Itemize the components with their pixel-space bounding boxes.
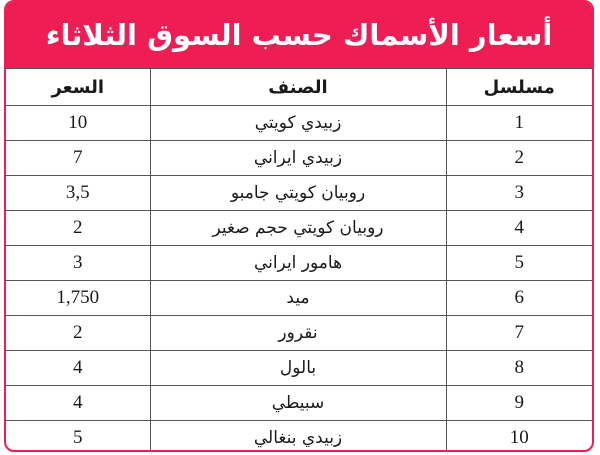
cell-price: 7 — [6, 141, 150, 176]
cell-serial: 3 — [446, 176, 592, 211]
table-row — [6, 421, 592, 453]
cell-price: 3 — [6, 246, 150, 281]
cell-serial: 8 — [446, 351, 592, 386]
cell-serial: 1 — [446, 106, 592, 141]
cell-serial: 4 — [446, 211, 592, 246]
cell-price: 2 — [6, 316, 150, 351]
cell-serial: 5 — [446, 246, 592, 281]
cell-type: بالول — [150, 351, 446, 386]
header-row — [6, 69, 592, 106]
cell-serial: 10 — [446, 421, 592, 453]
table-row — [6, 246, 592, 281]
cell-price: 4 — [6, 351, 150, 386]
cell-type: زبيدي كويتي — [150, 106, 446, 141]
cell-type: هامور ايراني — [150, 246, 446, 281]
cell-price: 3,5 — [6, 176, 150, 211]
fish-price-table — [6, 68, 592, 452]
cell-serial: 7 — [446, 316, 592, 351]
cell-serial: 6 — [446, 281, 592, 316]
header-type: الصنف — [150, 69, 446, 106]
price-table-card — [4, 0, 594, 452]
table-row — [6, 211, 592, 246]
cell-price: 2 — [6, 211, 150, 246]
cell-type: ميد — [150, 281, 446, 316]
table-title: أسعار الأسماك حسب السوق الثلاثاء — [6, 2, 592, 68]
header-price: السعر — [6, 69, 150, 106]
cell-price: 10 — [6, 106, 150, 141]
cell-serial: 2 — [446, 141, 592, 176]
table-row — [6, 386, 592, 421]
table-row — [6, 176, 592, 211]
cell-price: 5 — [6, 421, 150, 453]
table-row — [6, 106, 592, 141]
table-row — [6, 351, 592, 386]
cell-type: نقرور — [150, 316, 446, 351]
table-row — [6, 316, 592, 351]
cell-price: 4 — [6, 386, 150, 421]
cell-type: روبيان كويتي حجم صغير — [150, 211, 446, 246]
cell-type: زبيدي ايراني — [150, 141, 446, 176]
header-serial: مسلسل — [446, 69, 592, 106]
table-row — [6, 141, 592, 176]
cell-serial: 9 — [446, 386, 592, 421]
table-row — [6, 281, 592, 316]
cell-price: 1,750 — [6, 281, 150, 316]
cell-type: زبيدي بنغالي — [150, 421, 446, 453]
cell-type: سبيطي — [150, 386, 446, 421]
cell-type: روبيان كويتي جامبو — [150, 176, 446, 211]
